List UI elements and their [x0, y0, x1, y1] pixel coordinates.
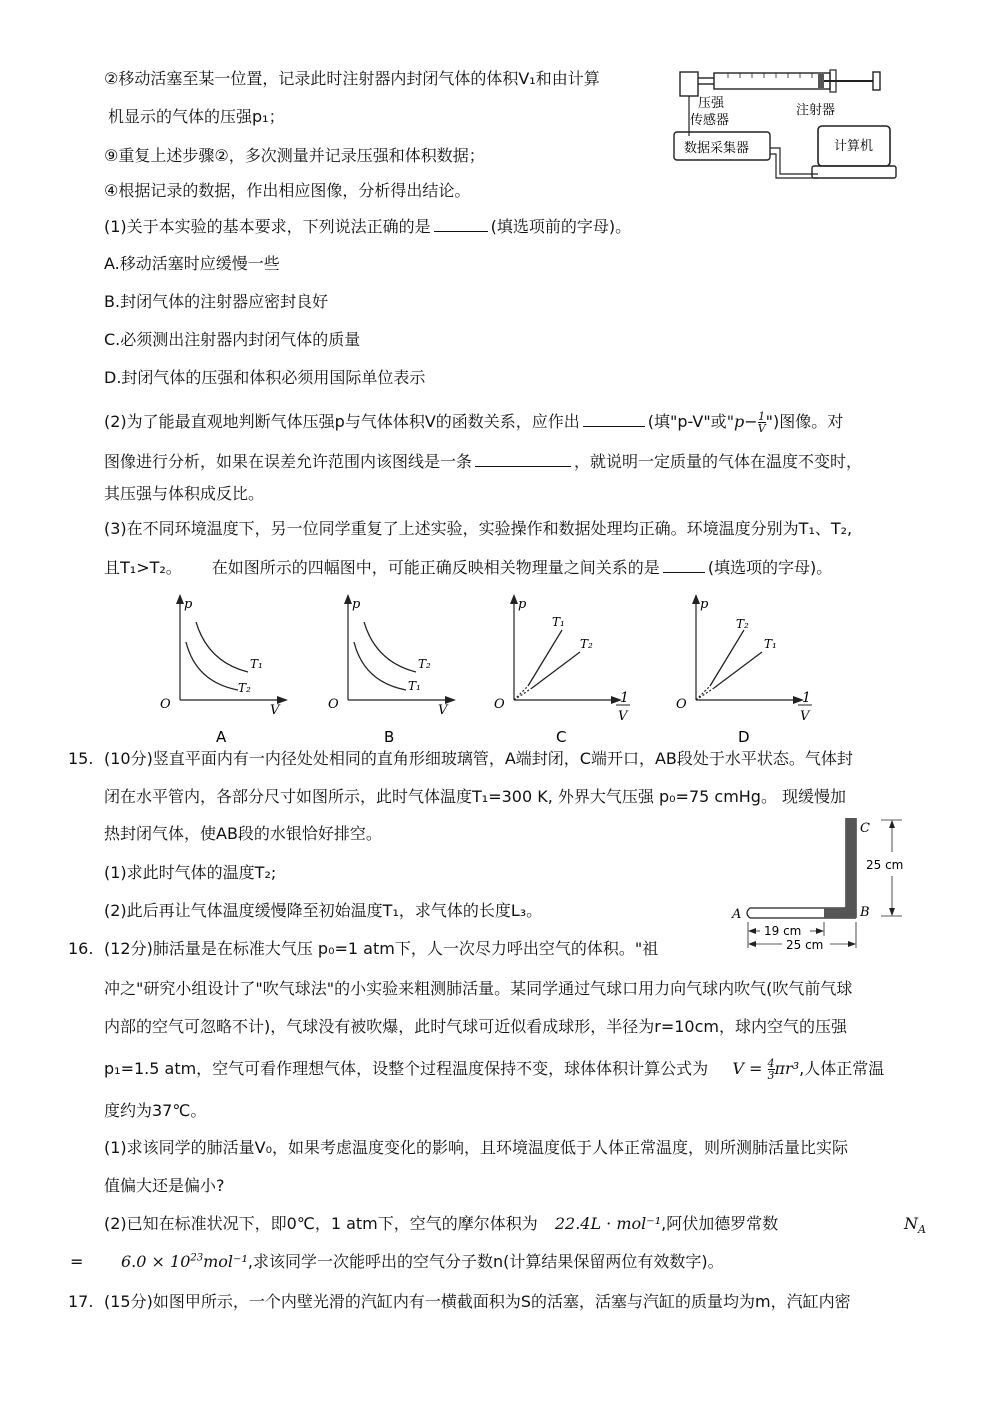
q16-part2	[104, 1213, 926, 1235]
answer-blank-1[interactable]	[434, 215, 488, 232]
q15-line1: (10分)竖直平面内有一内径处处相同的直角形细玻璃管，A端封闭，C端开口，AB段处于水平状态。气体封	[104, 749, 853, 768]
step-2-line-cont: 机显示的气体的压强p₁；	[108, 107, 285, 126]
q16-part1-cont: 值偏大还是偏小?	[104, 1176, 225, 1195]
origin-label: O	[676, 697, 687, 712]
sphere-volume-formula: V = $\frac{4}{3}$ πr³	[732, 1057, 800, 1082]
x-axis-denominator: V	[618, 709, 628, 724]
one-over-v-fraction: $\frac{1}{V}$	[757, 410, 766, 435]
q16-line5: 度约为37℃。	[104, 1101, 207, 1120]
q15-line2: 闭在水平管内，各部分尺寸如图所示，此时气体温度T₁=300 K, 外界大气压强 p₀=75 cmHg。 现缓慢加	[104, 787, 847, 806]
equals-sign: =	[70, 1252, 84, 1271]
answer-blank-4[interactable]	[663, 556, 705, 573]
q16-part2-text: (2)已知在标准状况下，即0℃，1 atm下，空气的摩尔体积为	[104, 1214, 538, 1233]
x-axis-label: V	[270, 703, 280, 718]
graph-b	[318, 590, 463, 750]
q16-number: 16.	[68, 939, 94, 958]
q16-part1: (1)求该同学的肺活量V₀，如果考虑温度变化的影响，且环境温度低于人体正常温度，则所测肺活量比实际	[104, 1138, 849, 1157]
y-axis-label: p	[184, 597, 193, 612]
avogadro-text: ,阿伏加德罗常数	[661, 1214, 779, 1233]
option-a: A.移动活塞时应缓慢一些	[104, 254, 280, 273]
upper-curve-label: T₂	[418, 657, 431, 671]
p-inv-v-label: "p−	[726, 412, 758, 431]
step-2-line: ②移动活塞至某一位置，记录此时注射器内封闭气体的体积V₁和由计算	[104, 69, 600, 88]
q15-number: 15.	[68, 749, 94, 768]
y-axis-label: p	[352, 597, 361, 612]
q14-3-line2	[104, 556, 832, 579]
upper-curve-label: T₁	[250, 657, 263, 671]
step-3-line: ⑨重复上述步骤②，多次测量并记录压强和体积数据；	[104, 146, 485, 165]
q16-line1: (12分)肺活量是在标准大气压 p₀=1 atm下，人一次尽力呼出空气的体积。"祖	[104, 939, 659, 958]
pressure-sensor-label-2: 传感器	[690, 113, 730, 128]
q14-2-line3: 其压强与体积成反比。	[104, 484, 265, 503]
pressure-sensor-label-1: 压强	[698, 96, 725, 111]
q15-line3: 热封闭气体，使AB段的水银恰好排空。	[104, 824, 382, 843]
q16-line4-suffix: ,人体正常温	[799, 1059, 885, 1078]
outer-horizontal-dimension: 25 cm	[786, 938, 824, 952]
step-4-line: ④根据记录的数据，作出相应图像，分析得出结论。	[104, 181, 471, 200]
q14-1-line	[104, 215, 631, 238]
q16-line2: 冲之"研究小组设计了"吹气球法"的小实验来粗测肺活量。某同学通过气球口用力向气球内吹气(吹气前气球	[104, 979, 853, 998]
x-axis-numerator: 1	[802, 690, 811, 706]
q14-3-line: (3)在不同环境温度下，另一位同学重复了上述实验，实验操作和数据处理均正确。环境温度分别为T₁、T₂,	[104, 519, 853, 538]
q14-2-mid: (填"p-V"或	[647, 412, 727, 431]
q14-2-line	[104, 410, 843, 434]
q15-part2: (2)此后再让气体温度缓慢降至初始温度T₁，求气体的长度L₃。	[104, 901, 543, 920]
q14-2-line2	[104, 450, 862, 473]
data-collector-label: 数据采集器	[684, 141, 750, 156]
origin-label: O	[160, 697, 171, 712]
q14-3-suffix: (填选项的字母)。	[707, 558, 833, 577]
avogadro-symbol: $N_A$	[904, 1214, 926, 1237]
q14-2-suffix: ")图像。对	[765, 412, 844, 431]
molar-volume: 22.4L · mol⁻¹	[554, 1214, 662, 1233]
q17-number: 17.	[68, 1292, 94, 1311]
computer-label: 计算机	[834, 139, 874, 154]
graph-letter: B	[384, 728, 395, 746]
q14-2-text: (2)为了能最直观地判断气体压强p与气体体积V的函数关系，应作出	[104, 412, 580, 431]
option-b: B.封闭气体的注射器应密封良好	[104, 292, 329, 311]
q17-line1: (15分)如图甲所示，一个内壁光滑的汽缸内有一横截面积为S的活塞，活塞与汽缸的质量均为m，汽缸内密	[104, 1292, 851, 1311]
corner-b-label: B	[860, 905, 870, 920]
lower-line-label: T₁	[764, 637, 777, 651]
x-axis-label: V	[438, 703, 448, 718]
q14-2-suffix2: ，就说明一定质量的气体在温度不变时，	[574, 452, 863, 471]
graph-a	[150, 590, 295, 750]
x-axis-denominator: V	[800, 709, 810, 724]
y-axis-label: p	[518, 597, 527, 612]
graph-c	[484, 590, 634, 750]
q16-line3: 内部的空气可忽略不计)，气球没有被吹爆，此时气球可近似看成球形，半径为r=10cm，球内空气的压强	[104, 1017, 847, 1036]
q14-2-text2: 图像进行分析，如果在误差允许范围内该图线是一条	[104, 452, 473, 471]
q14-3-text: 在如图所示的四幅图中，可能正确反映相关物理量之间关系的是	[211, 558, 660, 577]
upper-line-label: T₂	[736, 617, 749, 631]
q14-1-suffix: (填选项前的字母)。	[490, 217, 632, 236]
inner-horizontal-dimension: 19 cm	[764, 924, 802, 938]
graph-letter: C	[556, 728, 567, 746]
q16-line4	[104, 1058, 884, 1081]
graph-d	[666, 590, 816, 750]
lower-curve-label: T₁	[408, 679, 421, 693]
origin-label: O	[494, 697, 505, 712]
q16-part2-cont: $6.0 \times 10^{23}mol^{-1}$,求该同学一次能呼出的空气分子数n(计算结果保留两位有效数字)。	[121, 1252, 724, 1271]
upper-line-label: T₁	[552, 615, 565, 629]
end-c-label: C	[860, 821, 870, 836]
option-d: D.封闭气体的压强和体积必须用国际单位表示	[104, 368, 426, 387]
apparatus-diagram	[668, 64, 908, 186]
glass-tube-diagram	[726, 812, 926, 958]
end-a-label: A	[732, 907, 742, 922]
vertical-dimension: 25 cm	[866, 858, 904, 872]
graph-letter: A	[216, 728, 227, 746]
q14-1-text: (1)关于本实验的基本要求，下列说法正确的是	[104, 217, 431, 236]
q15-part1: (1)求此时气体的温度T₂;	[104, 863, 277, 882]
answer-blank-2[interactable]	[583, 410, 645, 427]
option-c: C.必须测出注射器内封闭气体的质量	[104, 330, 361, 349]
graph-letter: D	[738, 728, 750, 746]
lower-curve-label: T₂	[238, 681, 251, 695]
y-axis-label: p	[700, 597, 709, 612]
x-axis-numerator: 1	[620, 690, 629, 706]
lower-line-label: T₂	[580, 637, 593, 651]
q16-line4-text: p₁=1.5 atm，空气可看作理想气体，设整个过程温度保持不变，球体体积计算公式为	[104, 1059, 709, 1078]
temp-relation: 且T₁>T₂。	[104, 558, 182, 577]
syringe-label: 注射器	[796, 103, 836, 118]
answer-blank-3[interactable]	[475, 450, 571, 467]
origin-label: O	[328, 697, 339, 712]
